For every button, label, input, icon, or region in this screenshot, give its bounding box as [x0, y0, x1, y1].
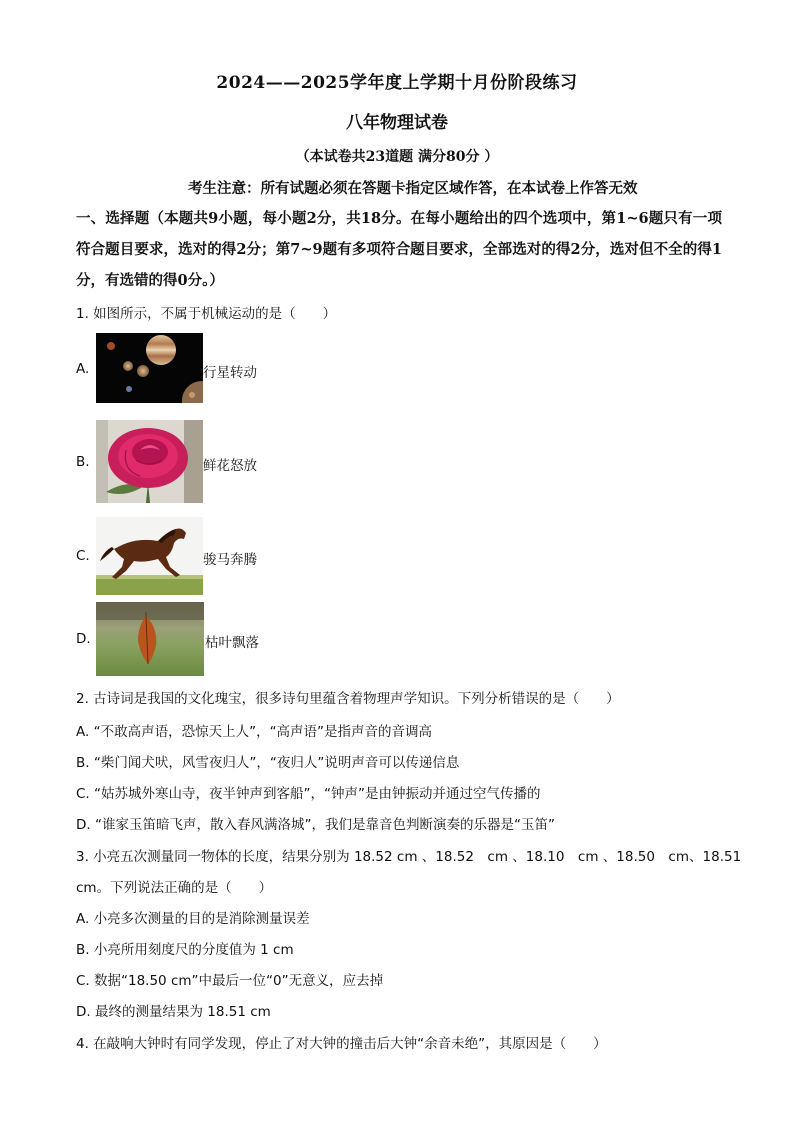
exam-subtitle: 八年物理试卷 — [346, 113, 448, 133]
section-instructions: 一、选择题（本题共9小题，每小题2分，共18分。在每小题给出的四个选项中，第1~6题只有一项符合题目要求，选对的得2分；第7~9题有多项符合题目要求，全部选对的得2分，选对但不全的得1分，有选错的得0分。） — [76, 210, 722, 289]
question-2-option-b: B. “柴门闻犬吠，风雪夜归人”，“夜归人”说明声音可以传递信息 — [76, 755, 460, 771]
option-text: 枯叶飘落 — [205, 635, 259, 651]
question-3-option-d: D. 最终的测量结果为 18.51 cm — [76, 1004, 271, 1020]
leaf-image — [96, 602, 204, 676]
option-label: C. — [76, 548, 90, 564]
question-2-option-d: D. “谁家玉笛暗飞声，散入春风满洛城”，我们是靠音色判断演奏的乐器是“玉笛” — [76, 817, 555, 833]
question-2-stem: 2. 古诗词是我国的文化瑰宝，很多诗句里蕴含着物理声学知识。下列分析错误的是（ ） — [76, 691, 620, 707]
option-text: 行星转动 — [203, 365, 257, 381]
question-3-option-b: B. 小亮所用刻度尺的分度值为 1 cm — [76, 942, 294, 958]
question-1-stem: 1. 如图所示，不属于机械运动的是（ ） — [76, 306, 337, 322]
rose-image — [96, 420, 203, 503]
option-label: A. — [76, 361, 90, 377]
exam-note: （本试卷共23道题 满分80分 ） — [295, 149, 499, 165]
planets-image — [96, 333, 203, 403]
question-2-option-c: C. “姑苏城外寒山寺，夜半钟声到客船”，“钟声”是由钟振动并通过空气传播的 — [76, 786, 541, 802]
question-4-stem: 4. 在敲响大钟时有同学发现，停止了对大钟的撞击后大钟“余音未绝”，其原因是（ ） — [76, 1036, 607, 1052]
question-3-stem-line1: 3. 小亮五次测量同一物体的长度，结果分别为 18.52 cm 、18.52 cm 、18.10 cm 、18.50 cm、18.51 — [76, 849, 742, 865]
option-text: 鲜花怒放 — [203, 458, 257, 474]
option-label: D. — [76, 631, 91, 647]
question-2-option-a: A. “不敢高声语，恐惊天上人”，“高声语”是指声音的音调高 — [76, 724, 433, 740]
exam-warning: 考生注意：所有试题必须在答题卡指定区域作答，在本试卷上作答无效 — [188, 180, 638, 197]
option-text: 骏马奔腾 — [203, 552, 257, 568]
question-3-stem-line2: cm。下列说法正确的是（ ） — [76, 880, 273, 896]
exam-title: 2024——2025学年度上学期十月份阶段练习 — [216, 73, 578, 93]
question-3-option-c: C. 数据“18.50 cm”中最后一位“0”无意义，应去掉 — [76, 973, 384, 989]
option-label: B. — [76, 454, 90, 470]
horse-image — [96, 517, 203, 595]
question-3-option-a: A. 小亮多次测量的目的是消除测量误差 — [76, 911, 310, 927]
